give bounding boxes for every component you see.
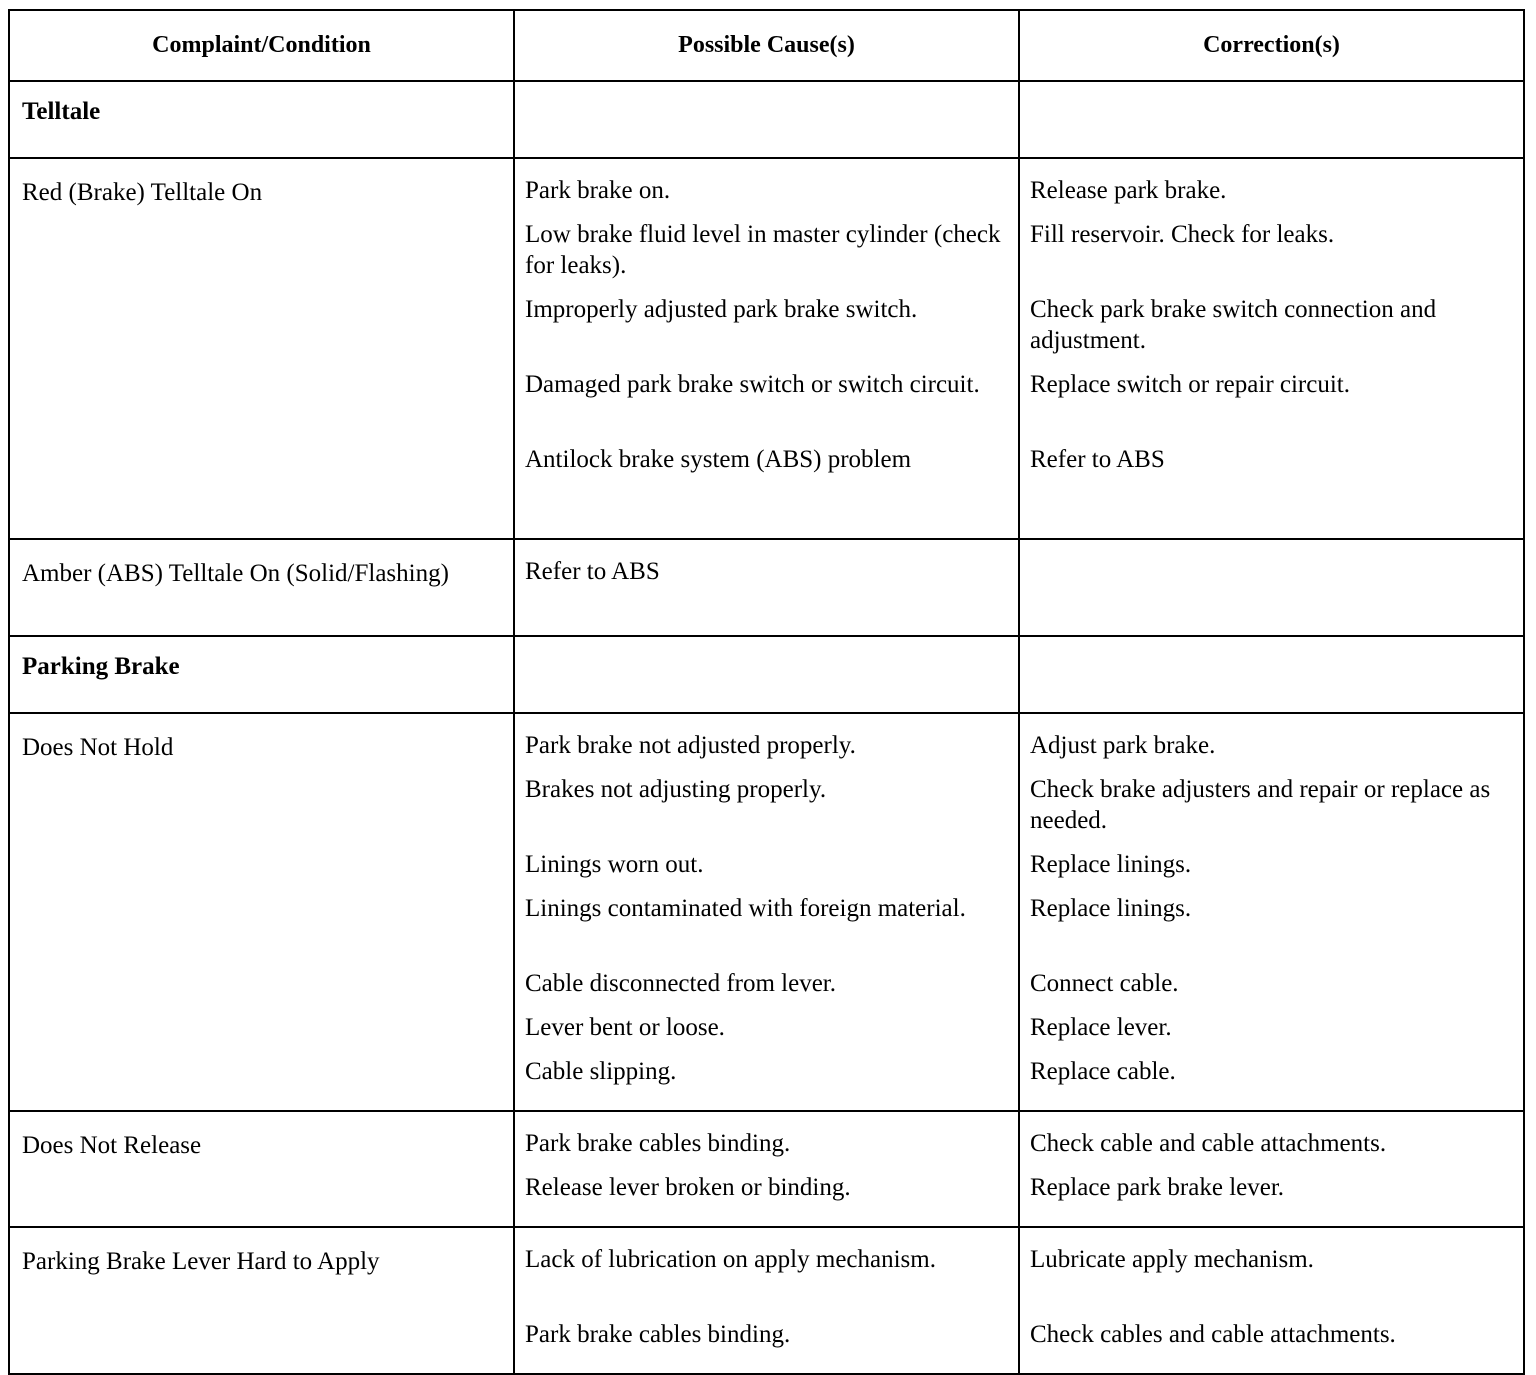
empty-cell <box>514 636 1019 713</box>
cause-item: Improperly adjusted park brake switch. <box>525 296 918 323</box>
correction-cell <box>1019 158 1524 539</box>
empty-cell <box>514 81 1019 158</box>
section-row-telltale <box>9 81 1524 158</box>
cause-cell <box>514 539 1019 636</box>
section-title-parking-brake: Parking Brake <box>9 636 514 713</box>
cause-cell <box>514 713 1019 1111</box>
condition-cell: Amber (ABS) Telltale On (Solid/Flashing) <box>9 539 514 636</box>
condition-cell: Does Not Release <box>9 1111 514 1227</box>
cause-item: Cable disconnected from lever. <box>525 970 836 997</box>
condition-cell: Parking Brake Lever Hard to Apply <box>9 1227 514 1374</box>
cause-item: Park brake not adjusted properly. <box>525 732 856 759</box>
correction-item: Fill reservoir. Check for leaks. <box>1030 221 1335 248</box>
correction-cell <box>1019 1111 1524 1227</box>
correction-cell <box>1019 713 1524 1111</box>
cause-item: Low brake fluid level in master cylinder (check for leaks). <box>525 221 1001 279</box>
table-row-does-not-hold <box>9 713 1524 1111</box>
cause-item: Refer to ABS <box>525 558 660 585</box>
header-cause: Possible Cause(s) <box>514 10 1019 81</box>
correction-item: Release park brake. <box>1030 177 1227 204</box>
condition-cell: Does Not Hold <box>9 713 514 1111</box>
empty-cell <box>1019 539 1524 636</box>
correction-item: Check cable and cable attachments. <box>1030 1130 1387 1157</box>
correction-item: Check brake adjusters and repair or replace as needed. <box>1030 776 1491 834</box>
cause-item: Lever bent or loose. <box>525 1014 725 1041</box>
correction-item: Replace park brake lever. <box>1030 1174 1285 1201</box>
correction-item: Refer to ABS <box>1030 446 1165 473</box>
troubleshooting-table <box>8 9 1525 1375</box>
cause-item: Release lever broken or binding. <box>525 1174 851 1201</box>
section-row-parking-brake <box>9 636 1524 713</box>
correction-item: Replace cable. <box>1030 1058 1176 1085</box>
cause-item: Brakes not adjusting properly. <box>525 776 827 803</box>
correction-item: Adjust park brake. <box>1030 732 1216 759</box>
empty-cell <box>1019 81 1524 158</box>
condition-cell: Red (Brake) Telltale On <box>9 158 514 539</box>
correction-item: Replace linings. <box>1030 895 1192 922</box>
correction-item: Connect cable. <box>1030 970 1179 997</box>
cause-item: Lack of lubrication on apply mechanism. <box>525 1246 936 1273</box>
cause-item: Linings worn out. <box>525 851 704 878</box>
header-correction: Correction(s) <box>1019 10 1524 81</box>
cause-item: Damaged park brake switch or switch circuit. <box>525 371 980 398</box>
cause-item: Park brake cables binding. <box>525 1130 791 1157</box>
cause-cell <box>514 1111 1019 1227</box>
header-condition: Complaint/Condition <box>9 10 514 81</box>
cause-item: Linings contaminated with foreign material. <box>525 895 966 922</box>
correction-cell <box>1019 1227 1524 1374</box>
correction-item: Check park brake switch connection and adjustment. <box>1030 296 1437 354</box>
cause-item: Cable slipping. <box>525 1058 677 1085</box>
table-row-does-not-release <box>9 1111 1524 1227</box>
empty-cell <box>1019 636 1524 713</box>
correction-item: Replace switch or repair circuit. <box>1030 371 1350 398</box>
table-row-hard-to-apply <box>9 1227 1524 1374</box>
cause-item: Antilock brake system (ABS) problem <box>525 446 912 473</box>
table-row-amber-telltale <box>9 539 1524 636</box>
section-title-telltale: Telltale <box>9 81 514 158</box>
cause-cell <box>514 158 1019 539</box>
correction-item: Replace lever. <box>1030 1014 1172 1041</box>
table-row-red-telltale <box>9 158 1524 539</box>
header-row <box>9 10 1524 81</box>
correction-item: Lubricate apply mechanism. <box>1030 1246 1314 1273</box>
cause-cell <box>514 1227 1019 1374</box>
cause-item: Park brake cables binding. <box>525 1321 791 1348</box>
correction-item: Check cables and cable attachments. <box>1030 1321 1396 1348</box>
correction-item: Replace linings. <box>1030 851 1192 878</box>
cause-item: Park brake on. <box>525 177 671 204</box>
